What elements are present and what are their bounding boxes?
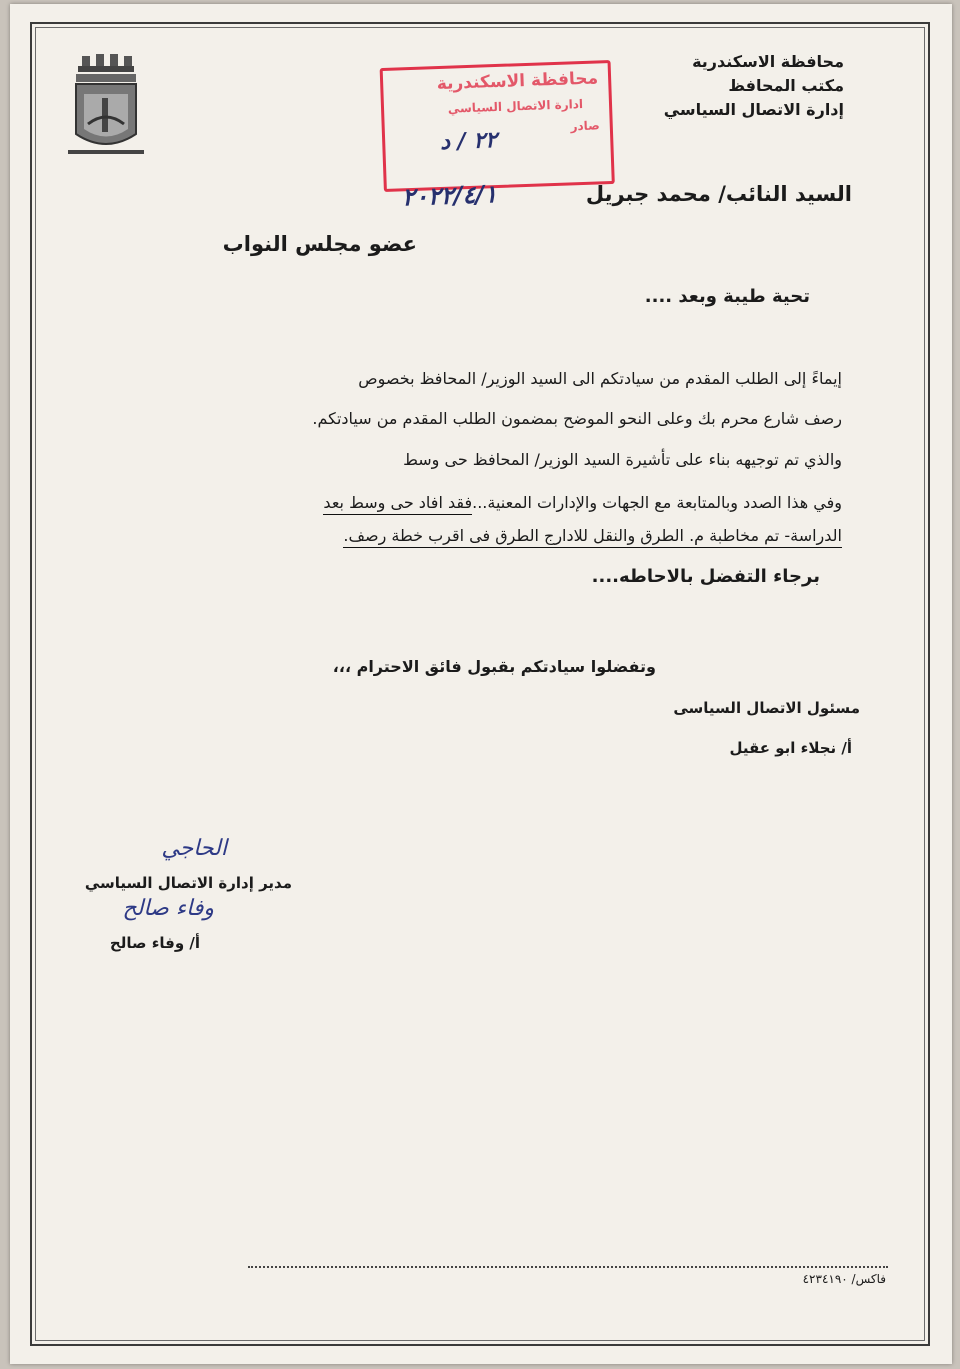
handwritten-signature-2: وفاء صالح [122, 896, 214, 921]
body-paragraph-1-line-1: إيماءً إلى الطلب المقدم من سيادتكم الى السيد الوزير/ المحافظ بخصوص [358, 369, 842, 388]
body-paragraph-2: والذي تم توجيهه بناء على تأشيرة السيد الوزير/ المحافظ حى وسط [403, 450, 842, 469]
header-governorate: محافظة الاسكندرية [692, 52, 844, 71]
recipient-title: عضو مجلس النواب [222, 232, 417, 256]
document-page [10, 4, 952, 1364]
stamp-type: صادر [570, 118, 601, 134]
header-department: إدارة الاتصال السياسي [663, 100, 844, 119]
header-office: مكتب المحافظ [728, 76, 844, 95]
body-paragraph-1-line-2: رصف شارع محرم بك وعلى النحو الموضح بمضمون الطلب المقدم من سيادتكم. [312, 409, 842, 428]
signatory-2-title: مدير إدارة الاتصال السياسي [84, 874, 292, 892]
handwritten-signature-1: الحاجي [161, 836, 227, 861]
stamp-number: ٢٢ / د [439, 128, 498, 155]
body-paragraph-3-line-2: الدراسة- تم مخاطبة م. الطرق والنقل للادارج الطرق فى اقرب خطة رصف. [343, 526, 842, 548]
stamp-authority: محافظة الاسكندرية [436, 68, 599, 95]
footer-fax: فاكس/ ٤٢٣٤١٩٠ [802, 1272, 886, 1286]
recipient-name: السيد النائب/ محمد جبريل [585, 182, 852, 206]
signatory-1-name: أ/ نجلاء ابو عقيل [729, 739, 852, 757]
stamp-department: ادارة الاتصال السياسي [447, 96, 584, 116]
governorate-emblem-icon [66, 54, 146, 164]
signatory-2-name: أ/ وفاء صالح [109, 934, 200, 952]
body-paragraph-3-intro: وفي هذا الصدد وبالمتابعة مع الجهات والإدارات المعنية... [472, 493, 842, 512]
stamp-date: ٢٠٢٢/٤/١ [401, 180, 498, 212]
closing-line: وتفضلوا سيادتكم بقبول فائق الاحترام ،،، [332, 657, 656, 676]
signatory-1-title: مسئول الاتصال السياسى [673, 699, 860, 717]
page-border [30, 22, 930, 1346]
greeting: تحية طيبة وبعد .... [644, 286, 810, 307]
footer-divider [248, 1266, 888, 1268]
body-paragraph-3-line-1 [323, 493, 842, 512]
body-paragraph-3-highlight: فقد افاد حى وسط بعد [323, 493, 472, 515]
body-paragraph-4: برجاء التفضل بالاحاطه.... [591, 566, 820, 587]
